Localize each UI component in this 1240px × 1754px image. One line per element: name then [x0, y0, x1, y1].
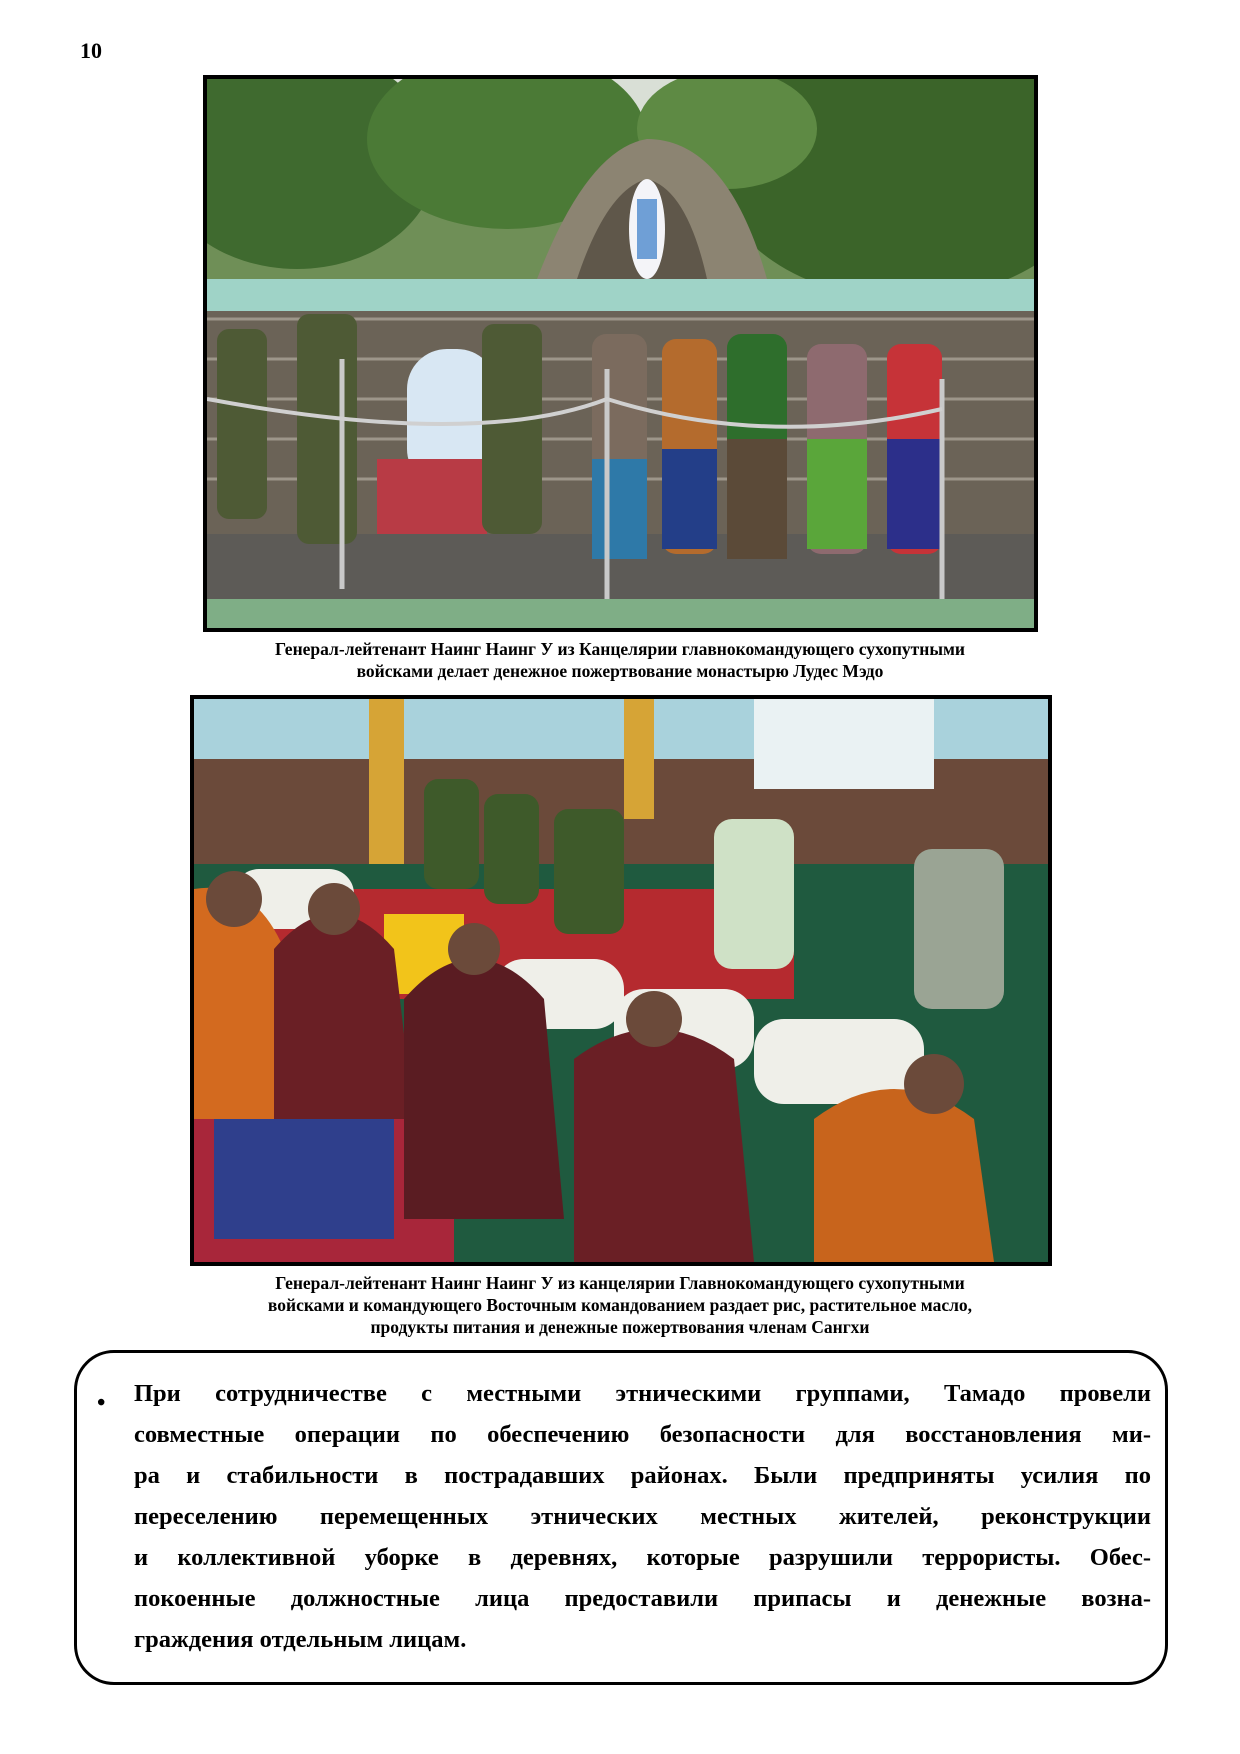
paragraph-line: граждения отдельным лицам. — [134, 1626, 467, 1653]
paragraph-line: покоенные должностные лица предоставили припасы и денежные возна- — [134, 1585, 1151, 1612]
paragraph-line: совместные операции по обеспечению безопасности для восстановления ми- — [134, 1421, 1151, 1448]
highlight-text-box — [74, 1350, 1168, 1685]
caption-line: войсками и командующего Восточным командованием раздает рис, растительное масло, — [267, 1295, 973, 1315]
caption-line: Генерал-лейтенант Наинг Наинг У из канцелярии Главнокомандующего сухопутными — [275, 1273, 965, 1293]
caption-line: Генерал-лейтенант Наинг Наинг У из Канцелярии главнокомандующего сухопутными — [275, 639, 965, 659]
photo-donation-grotto — [203, 75, 1038, 632]
page-number: 10 — [80, 38, 102, 63]
photo-donation-sangha — [190, 695, 1052, 1266]
bullet-marker: • — [97, 1390, 106, 1416]
photo-caption — [150, 638, 1090, 682]
paragraph-line: переселению перемещенных этнических местных жителей, реконструкции — [134, 1503, 1151, 1530]
paragraph-line: и коллективной уборке в деревнях, которые разрушили террористы. Обес- — [134, 1544, 1151, 1571]
photo-caption — [150, 1272, 1090, 1338]
caption-line: продукты питания и денежные пожертвования членам Сангхи — [370, 1317, 870, 1337]
paragraph-line: При сотрудничестве с местными этническими группами, Тамадо провели — [134, 1380, 1151, 1407]
bullet-paragraph — [134, 1373, 1151, 1660]
caption-line: войсками делает денежное пожертвование монастырю Лудес Мэдо — [356, 661, 884, 681]
paragraph-line: ра и стабильности в пострадавших районах. Были предприняты усилия по — [134, 1462, 1151, 1489]
